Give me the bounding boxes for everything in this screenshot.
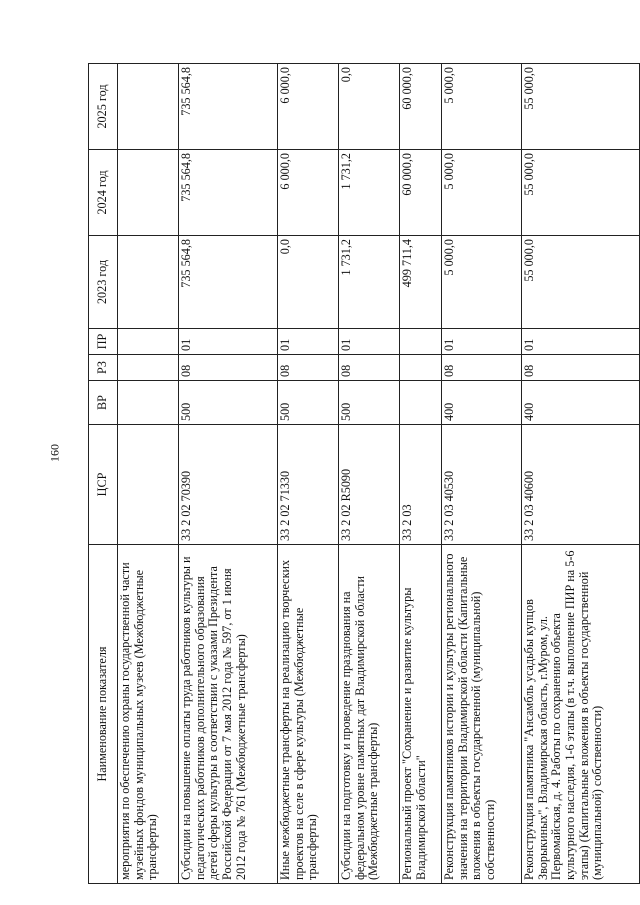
header-2025: 2025 год [89, 64, 118, 150]
row-vr [400, 381, 442, 425]
row-csr: 33 2 03 40530 [442, 425, 522, 545]
row-vr: 500 [277, 381, 338, 425]
row-rz [118, 355, 179, 381]
row-vr: 400 [522, 381, 640, 425]
row-2024: 55 000,0 [522, 150, 640, 236]
row-pr: 01 [277, 329, 338, 355]
row-pr: 01 [339, 329, 400, 355]
header-pr: ПР [89, 329, 118, 355]
row-rz: 08 [277, 355, 338, 381]
row-csr: 33 2 02 70390 [179, 425, 278, 545]
row-2024: 735 564,8 [179, 150, 278, 236]
page-number: 160 [47, 444, 62, 462]
row-vr: 500 [179, 381, 278, 425]
row-rz: 08 [179, 355, 278, 381]
row-2023: 735 564,8 [179, 236, 278, 329]
budget-table [88, 63, 640, 884]
row-2024: 5 000,0 [442, 150, 522, 236]
row-csr [118, 425, 179, 545]
row-2024: 1 731,2 [339, 150, 400, 236]
table-row [442, 64, 522, 884]
row-2024: 60 000,0 [400, 150, 442, 236]
row-2023: 499 711,4 [400, 236, 442, 329]
table-row [339, 64, 400, 884]
row-vr: 500 [339, 381, 400, 425]
table-row [118, 64, 179, 884]
row-csr: 33 2 02 71330 [277, 425, 338, 545]
row-2023: 55 000,0 [522, 236, 640, 329]
row-pr [118, 329, 179, 355]
row-pr: 01 [179, 329, 278, 355]
table-header-row [89, 64, 118, 884]
row-2025: 55 000,0 [522, 64, 640, 150]
row-vr: 400 [442, 381, 522, 425]
header-2024: 2024 год [89, 150, 118, 236]
row-2025: 60 000,0 [400, 64, 442, 150]
row-rz: 08 [522, 355, 640, 381]
row-2023: 1 731,2 [339, 236, 400, 329]
table-row [522, 64, 640, 884]
table-row [277, 64, 338, 884]
row-name: Реконструкция памятников истории и культуры регионального значения на территории Владимирской области (Капитальные вложения в объекты государственной (муниципальной) собственности) [442, 545, 522, 884]
header-name: Наименование показателя [89, 545, 118, 884]
table-wrapper [88, 64, 640, 884]
row-2023 [118, 236, 179, 329]
row-name: Субсидии на повышение оплаты труда работников культуры и педагогических работников дополнительного образования детей сферы культуры в соответствии с указами Президента Российской Федерации от 7 мая 2012 года № 597, от 1 июня 2012 года № 761 (Межбюджетные трансферты) [179, 545, 278, 884]
row-vr [118, 381, 179, 425]
row-2025: 735 564,8 [179, 64, 278, 150]
row-name: Иные межбюджетные трансферты на реализацию творческих проектов на селе в сфере культуры (Межбюджетные трансферты) [277, 545, 338, 884]
row-name: мероприятия по обеспечению охраны государственной части музейных фондов муниципальных музеев (Межбюджетные трансферты) [118, 545, 179, 884]
row-rz: 08 [442, 355, 522, 381]
row-2023: 0,0 [277, 236, 338, 329]
row-2024 [118, 150, 179, 236]
row-name: Реконструкция памятника "Ансамбль усадьбы купцов Зворыкиных", Владимирская область, г.Муром, ул. Первомайская, д. 4. Работы по сохранению объекта культурного наследия, 1-6 этапы (в т.ч. выполнение ПИР на 5-6 этапы) (Капитальные вложения в объекты государственной (муниципальной) собственности) [522, 545, 640, 884]
row-csr: 33 2 03 40600 [522, 425, 640, 545]
row-csr: 33 2 02 R5090 [339, 425, 400, 545]
row-rz [400, 355, 442, 381]
row-rz: 08 [339, 355, 400, 381]
row-pr: 01 [522, 329, 640, 355]
row-2023: 5 000,0 [442, 236, 522, 329]
row-2025: 0,0 [339, 64, 400, 150]
row-name: Региональный проект "Сохранение и развитие культуры Владимирской области" [400, 545, 442, 884]
header-rz: РЗ [89, 355, 118, 381]
row-pr: 01 [442, 329, 522, 355]
row-2025 [118, 64, 179, 150]
row-pr [400, 329, 442, 355]
table-row [179, 64, 278, 884]
row-2024: 6 000,0 [277, 150, 338, 236]
row-name: Субсидии на подготовку и проведение празднования на федеральном уровне памятных дат Владимирской области (Межбюджетные трансферты) [339, 545, 400, 884]
row-2025: 6 000,0 [277, 64, 338, 150]
header-vr: ВР [89, 381, 118, 425]
header-2023: 2023 год [89, 236, 118, 329]
header-csr: ЦСР [89, 425, 118, 545]
row-2025: 5 000,0 [442, 64, 522, 150]
table-row [400, 64, 442, 884]
row-csr: 33 2 03 [400, 425, 442, 545]
